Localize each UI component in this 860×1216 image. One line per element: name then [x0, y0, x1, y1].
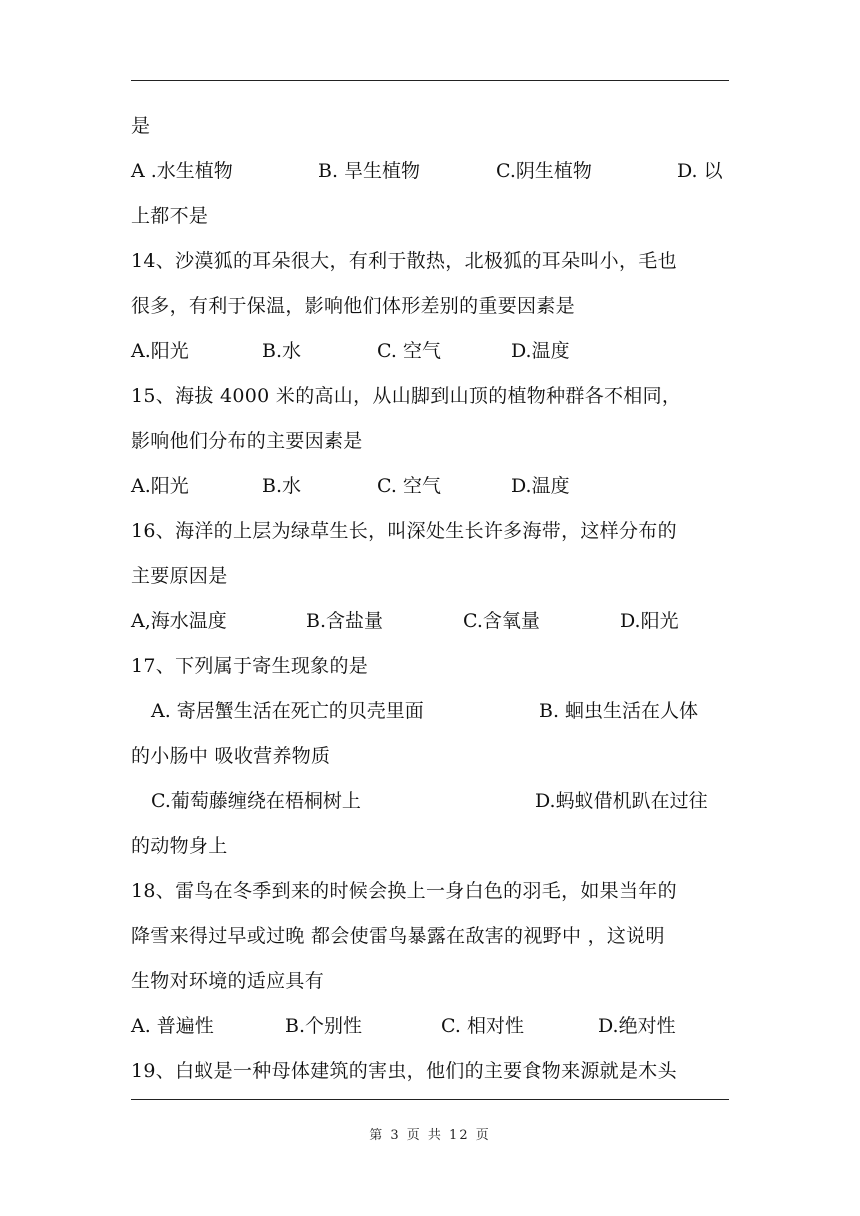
option-a: A. 普遍性 [131, 1015, 214, 1037]
q17-options-ab [131, 689, 729, 734]
footer-rule [131, 1099, 729, 1100]
option-d: D.蚂蚁借机趴在过往 [535, 790, 708, 812]
text-line: 的动物身上 [131, 835, 228, 857]
option-a: A .水生植物 [131, 160, 233, 182]
option-c: C.阴生植物 [496, 160, 592, 182]
text-line: 降雪来得过早或过晚 都会使雷鸟暴露在敌害的视野中 ，这说明 [131, 925, 665, 947]
option-c: C. 相对性 [441, 1015, 524, 1037]
option-a: A.阳光 [131, 475, 189, 497]
option-d: D.阳光 [620, 610, 679, 632]
q15-options [131, 464, 729, 509]
text-line: 影响他们分布的主要因素是 [131, 430, 363, 452]
text-line: 是 [131, 115, 151, 137]
option-b: B. 蛔虫生活在人体 [539, 700, 699, 722]
option-a: A. 寄居蟹生活在死亡的贝壳里面 [151, 700, 424, 722]
option-a: A,海水温度 [131, 610, 227, 632]
page-number: 第 3 页 共 12 页 [369, 1128, 491, 1143]
option-b: B.水 [262, 340, 302, 362]
header-rule [131, 80, 729, 81]
option-d: D.温度 [511, 475, 570, 497]
text-line: 上都不是 [131, 205, 209, 227]
option-c: C.葡萄藤缠绕在梧桐树上 [151, 790, 361, 812]
question-18: 18、雷鸟在冬季到来的时候会换上一身白色的羽毛，如果当年的 [131, 880, 677, 902]
option-c: C.含氧量 [463, 610, 540, 632]
text-line: 很多，有利于保温，影响他们体形差别的重要因素是 [131, 295, 575, 317]
page-content [131, 104, 729, 1094]
option-a: A.阳光 [131, 340, 189, 362]
question-16: 16、海洋的上层为绿草生长，叫深处生长许多海带，这样分布的 [131, 520, 677, 542]
q16-options [131, 599, 729, 644]
option-b: B. 旱生植物 [318, 160, 421, 182]
question-14: 14、沙漠狐的耳朵很大，有利于散热，北极狐的耳朵叫小，毛也 [131, 250, 677, 272]
option-b: B.个别性 [285, 1015, 363, 1037]
option-c: C. 空气 [377, 475, 441, 497]
text-line: 主要原因是 [131, 565, 228, 587]
question-15: 15、海拔 4000 米的高山，从山脚到山顶的植物种群各不相同， [131, 385, 682, 407]
text-line: 的小肠中 吸收营养物质 [131, 745, 331, 767]
option-d: D.温度 [511, 340, 570, 362]
text-line: 生物对环境的适应具有 [131, 970, 325, 992]
question-19: 19、白蚁是一种母体建筑的害虫，他们的主要食物来源就是木头 [131, 1060, 677, 1082]
option-b: B.水 [262, 475, 302, 497]
q17-options-cd [131, 779, 729, 824]
option-d: D. 以 [677, 160, 723, 182]
option-c: C. 空气 [377, 340, 441, 362]
option-b: B.含盐量 [306, 610, 384, 632]
option-d: D.绝对性 [598, 1015, 676, 1037]
q14-options [131, 329, 729, 374]
q13-options [131, 149, 729, 194]
question-17: 17、下列属于寄生现象的是 [131, 655, 369, 677]
q18-options [131, 1004, 729, 1049]
